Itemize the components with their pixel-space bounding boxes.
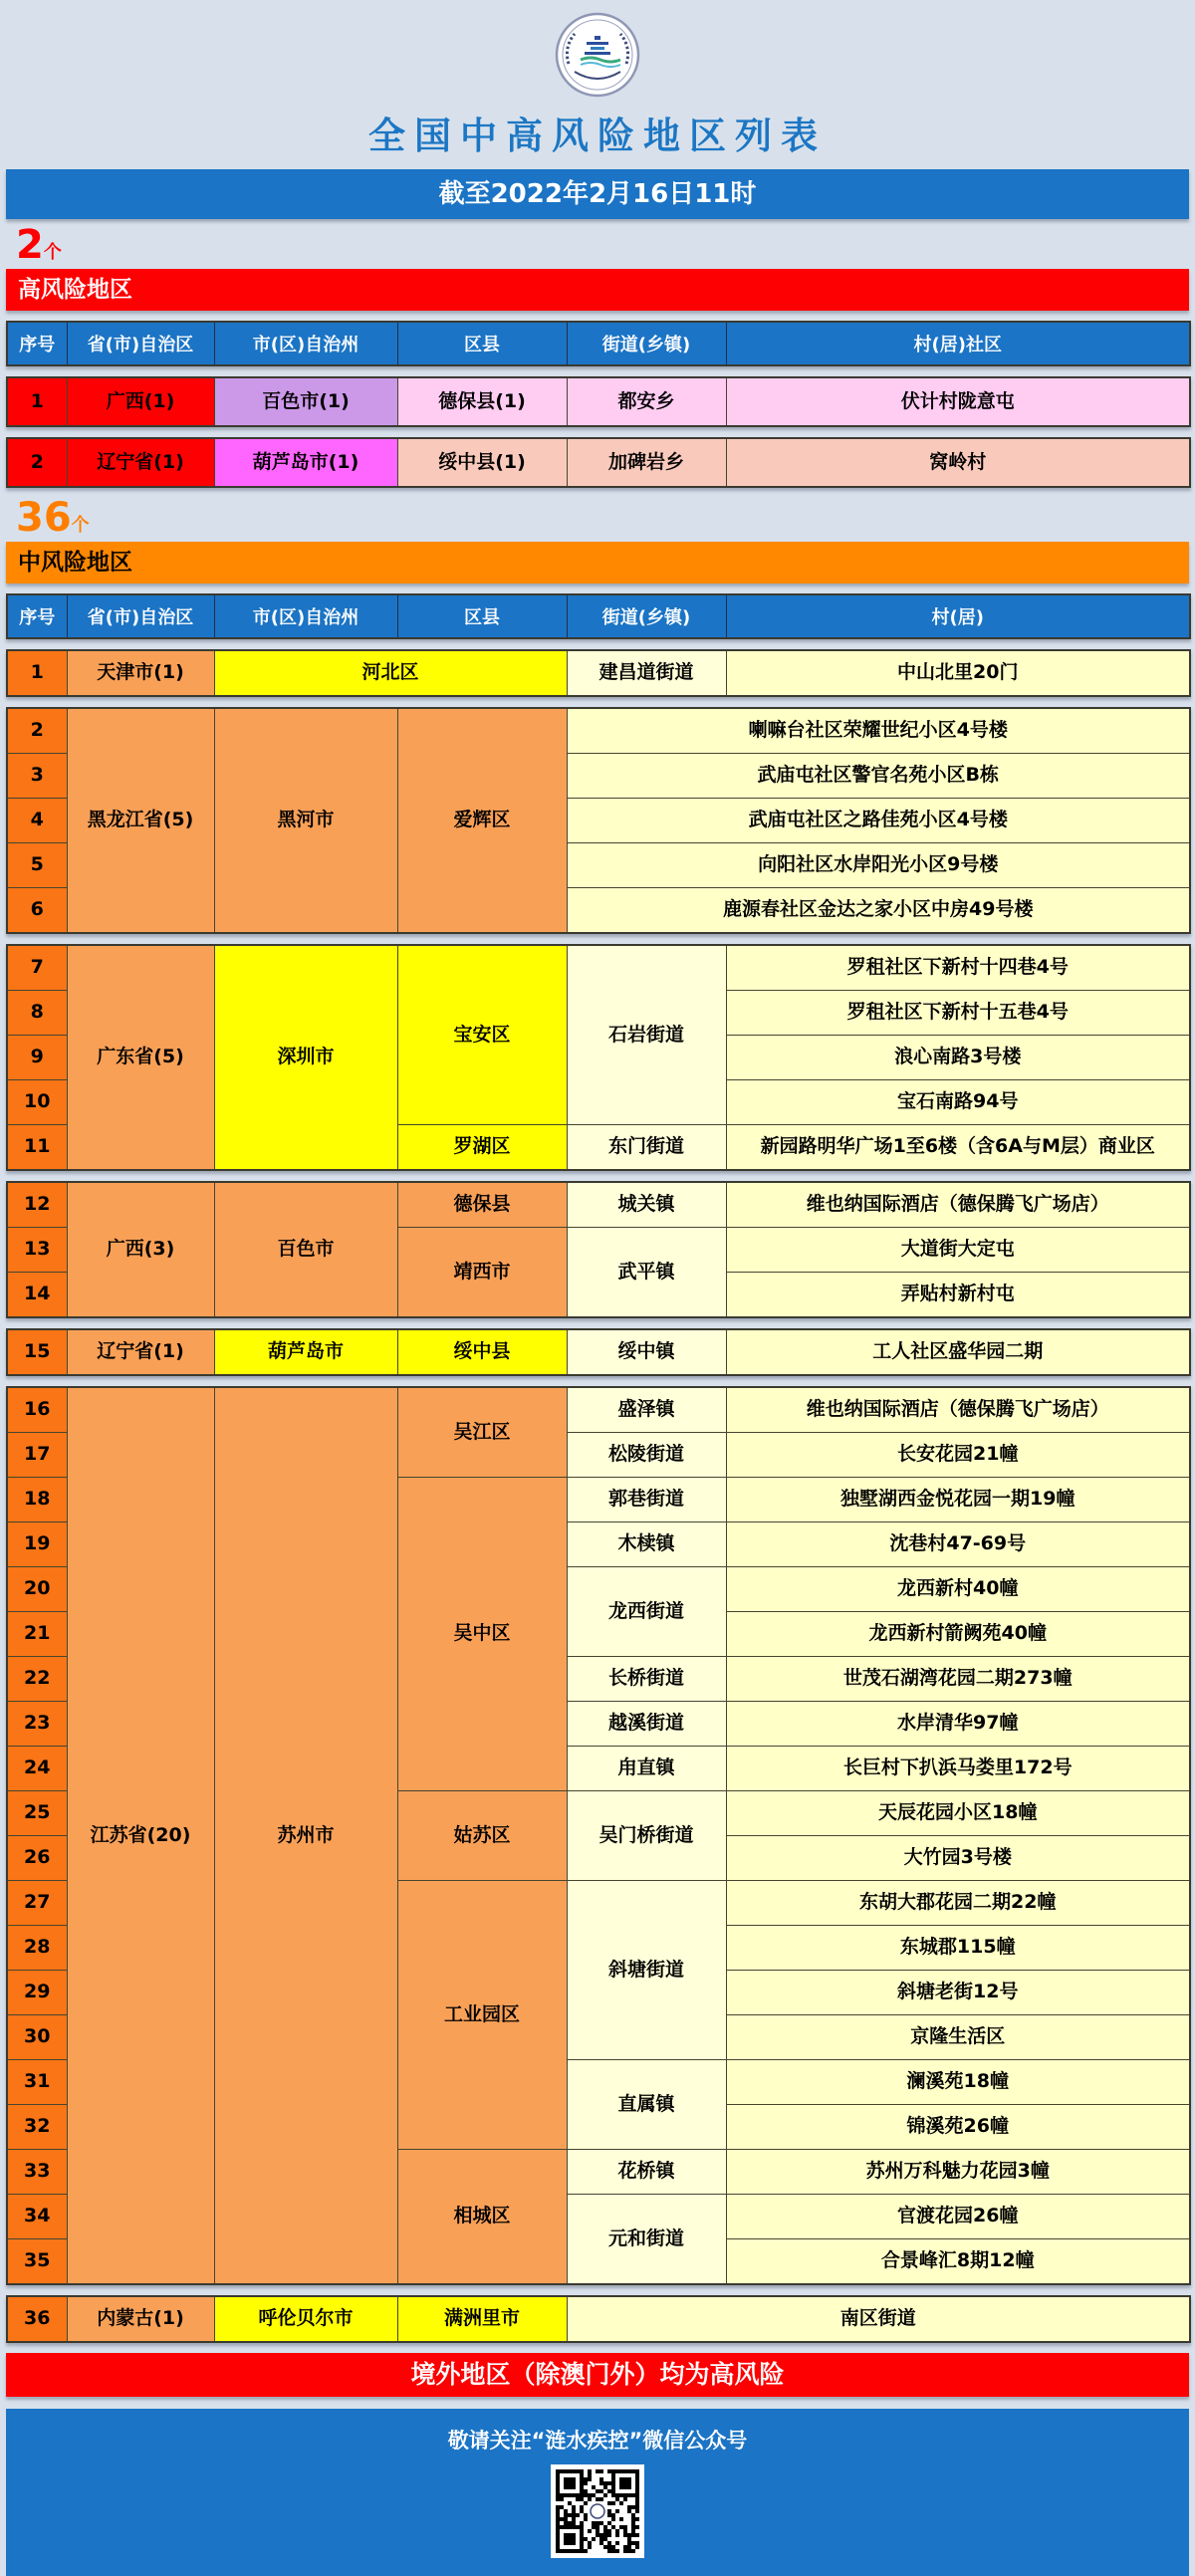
region-cell: 东城郡115幢: [726, 1926, 1190, 1971]
region-cell: 窝岭村: [726, 438, 1190, 487]
row-seq-cell: 36: [7, 2296, 67, 2342]
region-cell: 呼伦贝尔市: [214, 2296, 397, 2342]
row-seq-cell: 14: [7, 1273, 67, 1318]
region-cell: 葫芦岛市: [214, 1329, 397, 1375]
medium-risk-count-suffix: 个: [71, 515, 90, 536]
region-cell: 向阳社区水岸阳光小区9号楼: [567, 843, 1190, 888]
table-row: [7, 1329, 1190, 1375]
region-cell: 石岩街道: [567, 945, 726, 1125]
region-cell: 城关镇: [567, 1182, 726, 1228]
region-cell: 武平镇: [567, 1228, 726, 1318]
region-cell: 宝安区: [397, 945, 567, 1125]
region-cell: 维也纳国际酒店（德保腾飞广场店）: [726, 1182, 1190, 1228]
risk-group-block: [6, 707, 1191, 934]
region-cell: 宝石南路94号: [726, 1080, 1190, 1125]
row-seq-cell: 28: [7, 1926, 67, 1971]
region-cell: 越溪街道: [567, 1702, 726, 1747]
region-cell: 甪直镇: [567, 1747, 726, 1791]
table-row: [7, 1182, 1190, 1228]
region-cell: 天津市(1): [67, 650, 214, 696]
region-cell: 建昌道街道: [567, 650, 726, 696]
region-cell: 弄贴村新村屯: [726, 1273, 1190, 1318]
region-cell: 武庙屯社区警官名苑小区B栋: [567, 754, 1190, 799]
region-cell: 鹿源春社区金达之家小区中房49号楼: [567, 888, 1190, 934]
table-row: [7, 650, 1190, 696]
row-seq-cell: 1: [7, 650, 67, 696]
column-header-cell: 省(市)自治区: [67, 322, 214, 365]
high-risk-table: [6, 321, 1189, 488]
region-cell: 龙西新村箭阙苑40幢: [726, 1612, 1190, 1657]
row-seq-cell: 29: [7, 1971, 67, 2015]
row-seq-cell: 9: [7, 1036, 67, 1080]
region-cell: 锦溪苑26幢: [726, 2105, 1190, 2150]
row-seq-cell: 22: [7, 1657, 67, 1702]
row-seq-cell: 2: [7, 438, 67, 487]
risk-group-block: [6, 649, 1191, 697]
row-seq-cell: 35: [7, 2239, 67, 2285]
row-seq-cell: 6: [7, 888, 67, 934]
region-cell: 木椟镇: [567, 1522, 726, 1567]
row-seq-cell: 16: [7, 1387, 67, 1433]
table-row: [7, 945, 1190, 991]
region-cell: 广西(1): [67, 377, 214, 426]
region-cell: 武庙屯社区之路佳苑小区4号楼: [567, 799, 1190, 843]
row-seq-cell: 17: [7, 1433, 67, 1478]
risk-group-block: [6, 2295, 1191, 2343]
region-cell: 澜溪苑18幢: [726, 2060, 1190, 2105]
column-header-cell: 区县: [397, 594, 567, 638]
region-cell: 罗租社区下新村十四巷4号: [726, 945, 1190, 991]
table-row: [7, 2296, 1190, 2342]
region-cell: 龙西新村40幢: [726, 1567, 1190, 1612]
region-cell: 百色市: [214, 1182, 397, 1317]
region-cell: 河北区: [214, 650, 567, 696]
region-cell: 独墅湖西金悦花园一期19幢: [726, 1478, 1190, 1522]
cdc-seal-logo: [555, 83, 640, 102]
medium-risk-section-bar: 中风险地区: [6, 542, 1189, 584]
region-cell: 斜塘街道: [567, 1881, 726, 2060]
column-header-cell: 市(区)自治州: [214, 322, 397, 365]
column-header-cell: 序号: [7, 594, 67, 638]
row-seq-cell: 31: [7, 2060, 67, 2105]
risk-group-block: [6, 944, 1191, 1171]
region-cell: 吴中区: [397, 1478, 567, 1791]
region-cell: 东胡大郡花园二期22幢: [726, 1881, 1190, 1926]
region-cell: 百色市(1): [214, 377, 397, 426]
region-cell: 大竹园3号楼: [726, 1836, 1190, 1881]
wechat-qr-code: [551, 2464, 644, 2558]
region-cell: 工业园区: [397, 1881, 567, 2150]
row-seq-cell: 1: [7, 377, 67, 426]
region-cell: 东门街道: [567, 1125, 726, 1171]
region-cell: 京隆生活区: [726, 2015, 1190, 2060]
row-seq-cell: 4: [7, 799, 67, 843]
region-cell: 官渡花园26幢: [726, 2195, 1190, 2239]
high-table-column-header: [6, 321, 1191, 366]
region-cell: 伏计村陇意屯: [726, 377, 1190, 426]
region-cell: 黑河市: [214, 708, 397, 933]
row-seq-cell: 2: [7, 708, 67, 754]
region-cell: 斜塘老街12号: [726, 1971, 1190, 2015]
row-seq-cell: 19: [7, 1522, 67, 1567]
region-cell: 松陵街道: [567, 1433, 726, 1478]
row-seq-cell: 18: [7, 1478, 67, 1522]
table-row: [7, 438, 1190, 487]
region-cell: 辽宁省(1): [67, 438, 214, 487]
region-cell: 都安乡: [567, 377, 726, 426]
region-cell: 德保县(1): [397, 377, 567, 426]
column-header-cell: 省(市)自治区: [67, 594, 214, 638]
column-header-cell: 街道(乡镇): [567, 594, 726, 638]
row-seq-cell: 10: [7, 1080, 67, 1125]
footer-note: 敬请关注“涟水疾控”微信公众号: [447, 2429, 748, 2453]
row-seq-cell: 11: [7, 1125, 67, 1171]
overseas-notice-bar: 境外地区（除澳门外）均为高风险: [6, 2353, 1189, 2397]
table-row: [7, 708, 1190, 754]
row-seq-cell: 15: [7, 1329, 67, 1375]
region-cell: 大道街大定屯: [726, 1228, 1190, 1273]
row-seq-cell: 27: [7, 1881, 67, 1926]
region-cell: 辽宁省(1): [67, 1329, 214, 1375]
row-seq-cell: 33: [7, 2150, 67, 2195]
region-cell: 元和街道: [567, 2195, 726, 2285]
region-cell: 广东省(5): [67, 945, 214, 1170]
region-cell: 合景峰汇8期12幢: [726, 2239, 1190, 2285]
region-cell: 中山北里20门: [726, 650, 1190, 696]
region-cell: 靖西市: [397, 1228, 567, 1318]
column-header-cell: 村(居)社区: [726, 322, 1190, 365]
region-cell: 维也纳国际酒店（德保腾飞广场店）: [726, 1387, 1190, 1433]
high-risk-count-suffix: 个: [43, 242, 62, 263]
region-cell: 喇嘛台社区荣耀世纪小区4号楼: [567, 708, 1190, 754]
region-cell: 相城区: [397, 2150, 567, 2285]
region-cell: 工人社区盛华园二期: [726, 1329, 1190, 1375]
row-seq-cell: 26: [7, 1836, 67, 1881]
risk-group-block: [6, 437, 1191, 488]
risk-group-block: [6, 1328, 1191, 1376]
column-header-cell: 村(居): [726, 594, 1190, 638]
high-risk-count: [6, 222, 1189, 269]
region-cell: 长安花园21幢: [726, 1433, 1190, 1478]
row-seq-cell: 20: [7, 1567, 67, 1612]
risk-group-block: [6, 1386, 1191, 2285]
row-seq-cell: 7: [7, 945, 67, 991]
medium-table-column-header: [6, 593, 1191, 639]
table-row: [7, 377, 1190, 426]
date-bar: [6, 169, 1189, 219]
risk-group-block: [6, 1181, 1191, 1318]
region-cell: 天辰花园小区18幢: [726, 1791, 1190, 1836]
region-cell: 深圳市: [214, 945, 397, 1170]
row-seq-cell: 30: [7, 2015, 67, 2060]
region-cell: 罗租社区下新村十五巷4号: [726, 991, 1190, 1036]
region-cell: 浪心南路3号楼: [726, 1036, 1190, 1080]
region-cell: 盛泽镇: [567, 1387, 726, 1433]
column-header-cell: 市(区)自治州: [214, 594, 397, 638]
region-cell: 德保县: [397, 1182, 567, 1228]
region-cell: 花桥镇: [567, 2150, 726, 2195]
column-header-cell: 区县: [397, 322, 567, 365]
medium-risk-count: [6, 495, 1189, 542]
region-cell: 吴江区: [397, 1387, 567, 1478]
logo-wrap: [6, 12, 1189, 102]
region-cell: 苏州万科魅力花园3幢: [726, 2150, 1190, 2195]
region-cell: 沈巷村47-69号: [726, 1522, 1190, 1567]
region-cell: 绥中县: [397, 1329, 567, 1375]
region-cell: 满洲里市: [397, 2296, 567, 2342]
region-cell: 长巨村下扒浜马娄里172号: [726, 1747, 1190, 1791]
region-cell: 江苏省(20): [67, 1387, 214, 2284]
region-cell: 爱辉区: [397, 708, 567, 933]
region-cell: 绥中县(1): [397, 438, 567, 487]
row-seq-cell: 25: [7, 1791, 67, 1836]
region-cell: 直属镇: [567, 2060, 726, 2150]
row-seq-cell: 23: [7, 1702, 67, 1747]
table-row: [7, 1387, 1190, 1433]
region-cell: 世茂石湖湾花园二期273幢: [726, 1657, 1190, 1702]
region-cell: 郭巷街道: [567, 1478, 726, 1522]
column-header-cell: 街道(乡镇): [567, 322, 726, 365]
as-of-date: 截至2022年2月16日11时: [438, 179, 757, 209]
region-cell: 苏州市: [214, 1387, 397, 2284]
footer: [6, 2409, 1189, 2576]
region-cell: 罗湖区: [397, 1125, 567, 1171]
region-cell: 南区街道: [567, 2296, 1190, 2342]
medium-risk-count-number: 36: [16, 495, 72, 541]
medium-risk-table: [6, 593, 1189, 2343]
high-risk-section-bar: 高风险地区: [6, 269, 1189, 311]
risk-group-block: [6, 376, 1191, 427]
row-seq-cell: 21: [7, 1612, 67, 1657]
page-title: 全国中高风险地区列表: [368, 115, 827, 157]
region-cell: 黑龙江省(5): [67, 708, 214, 933]
region-cell: 姑苏区: [397, 1791, 567, 1881]
region-cell: 水岸清华97幢: [726, 1702, 1190, 1747]
row-seq-cell: 13: [7, 1228, 67, 1273]
region-cell: 加碑岩乡: [567, 438, 726, 487]
row-seq-cell: 32: [7, 2105, 67, 2150]
row-seq-cell: 24: [7, 1747, 67, 1791]
region-cell: 绥中镇: [567, 1329, 726, 1375]
region-cell: 龙西街道: [567, 1567, 726, 1657]
row-seq-cell: 5: [7, 843, 67, 888]
region-cell: 广西(3): [67, 1182, 214, 1317]
row-seq-cell: 3: [7, 754, 67, 799]
region-cell: 新园路明华广场1至6楼（含6A与M层）商业区: [726, 1125, 1190, 1171]
row-seq-cell: 34: [7, 2195, 67, 2239]
row-seq-cell: 12: [7, 1182, 67, 1228]
region-cell: 长桥街道: [567, 1657, 726, 1702]
row-seq-cell: 8: [7, 991, 67, 1036]
region-cell: 葫芦岛市(1): [214, 438, 397, 487]
region-cell: 内蒙古(1): [67, 2296, 214, 2342]
region-cell: 吴门桥街道: [567, 1791, 726, 1881]
column-header-cell: 序号: [7, 322, 67, 365]
high-risk-count-number: 2: [16, 222, 44, 268]
